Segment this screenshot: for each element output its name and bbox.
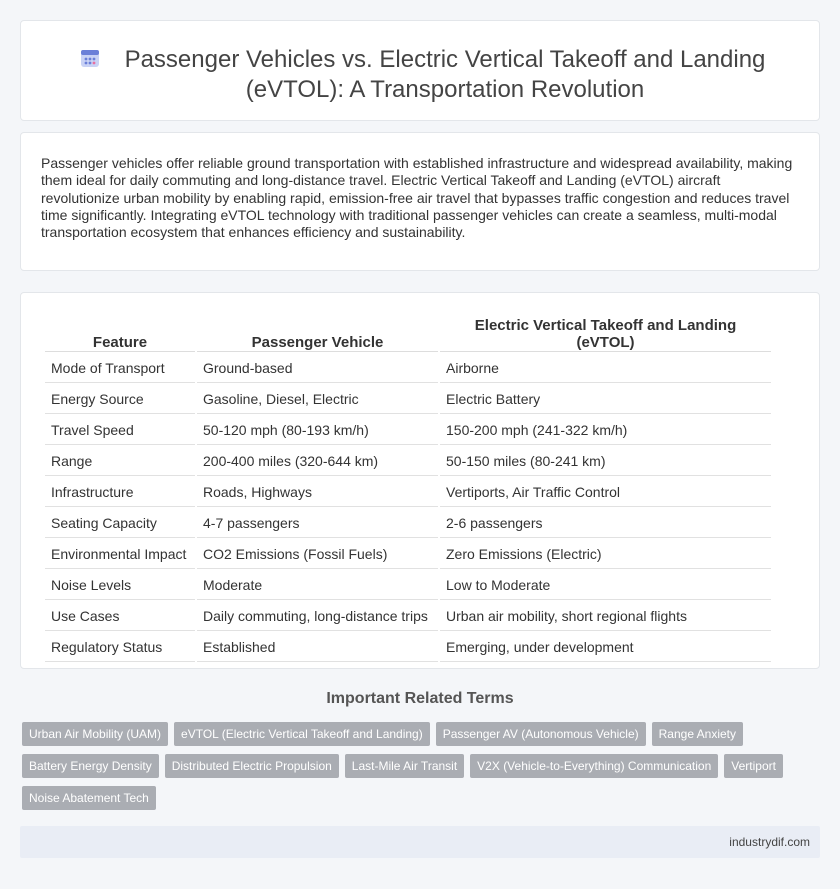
- column-header-evtol: Electric Vertical Takeoff and Landing (eVTOL): [440, 317, 771, 352]
- table-row: [45, 416, 771, 445]
- evtol-cell: Electric Battery: [440, 385, 771, 414]
- table-row: [45, 385, 771, 414]
- table-row: [45, 540, 771, 569]
- passenger-vehicle-cell: Established: [197, 633, 438, 662]
- related-term-tag[interactable]: eVTOL (Electric Vertical Takeoff and Landing): [174, 722, 430, 746]
- passenger-vehicle-cell: Moderate: [197, 571, 438, 600]
- related-term-tag[interactable]: Last-Mile Air Transit: [345, 754, 464, 778]
- table-row: [45, 509, 771, 538]
- page-title: Passenger Vehicles vs. Electric Vertical Takeoff and Landing (eVTOL): A Transportation Revolution: [124, 46, 766, 103]
- passenger-vehicle-cell: CO2 Emissions (Fossil Fuels): [197, 540, 438, 569]
- evtol-cell: Zero Emissions (Electric): [440, 540, 771, 569]
- feature-cell: Travel Speed: [45, 416, 195, 445]
- feature-cell: Noise Levels: [45, 571, 195, 600]
- feature-cell: Range: [45, 447, 195, 476]
- related-term-tag[interactable]: Noise Abatement Tech: [22, 786, 156, 810]
- related-term-tag[interactable]: Battery Energy Density: [22, 754, 159, 778]
- feature-cell: Energy Source: [45, 385, 195, 414]
- related-term-tag[interactable]: Range Anxiety: [652, 722, 743, 746]
- feature-cell: Use Cases: [45, 602, 195, 631]
- passenger-vehicle-cell: Roads, Highways: [197, 478, 438, 507]
- feature-cell: Infrastructure: [45, 478, 195, 507]
- passenger-vehicle-cell: 50-120 mph (80-193 km/h): [197, 416, 438, 445]
- column-header-feature: Feature: [45, 317, 195, 352]
- comparison-table: [43, 315, 773, 664]
- passenger-vehicle-cell: 4-7 passengers: [197, 509, 438, 538]
- evtol-cell: 50-150 miles (80-241 km): [440, 447, 771, 476]
- evtol-cell: Urban air mobility, short regional flights: [440, 602, 771, 631]
- related-term-tag[interactable]: Vertiport: [724, 754, 783, 778]
- intro-card: [20, 132, 820, 271]
- evtol-cell: Low to Moderate: [440, 571, 771, 600]
- feature-cell: Environmental Impact: [45, 540, 195, 569]
- related-terms-list: [22, 722, 812, 818]
- comparison-card: [20, 292, 820, 669]
- table-row: [45, 478, 771, 507]
- footer: [20, 826, 820, 858]
- table-row: [45, 354, 771, 383]
- evtol-cell: Vertiports, Air Traffic Control: [440, 478, 771, 507]
- table-row: [45, 447, 771, 476]
- evtol-cell: Emerging, under development: [440, 633, 771, 662]
- feature-cell: Seating Capacity: [45, 509, 195, 538]
- table-row: [45, 633, 771, 662]
- evtol-cell: Airborne: [440, 354, 771, 383]
- evtol-cell: 2-6 passengers: [440, 509, 771, 538]
- evtol-cell: 150-200 mph (241-322 km/h): [440, 416, 771, 445]
- table-row: [45, 571, 771, 600]
- table-header-row: [45, 317, 771, 352]
- related-term-tag[interactable]: V2X (Vehicle-to-Everything) Communication: [470, 754, 718, 778]
- table-row: [45, 602, 771, 631]
- related-term-tag[interactable]: Distributed Electric Propulsion: [165, 754, 339, 778]
- related-terms-heading: Important Related Terms: [326, 690, 514, 707]
- footer-site-link[interactable]: industrydif.com: [729, 835, 810, 849]
- column-header-passenger-vehicle: Passenger Vehicle: [197, 317, 438, 352]
- intro-paragraph: Passenger vehicles offer reliable ground transportation with established infrastructure and widespread availability, making them ideal for daily commuting and long-distance travel. Electric Vertical Takeoff and Landing (eVTOL) aircraft revolutionize urban mobility by enabling rapid, emission-free air travel that bypasses traffic congestion and reduces travel time significantly. Integrating eVTOL technology with traditional passenger vehicles can create a seamless, multi-modal transportation ecosystem that enhances efficiency and sustainability.: [41, 155, 793, 241]
- title-card: [20, 20, 820, 121]
- feature-cell: Mode of Transport: [45, 354, 195, 383]
- feature-cell: Regulatory Status: [45, 633, 195, 662]
- passenger-vehicle-cell: Daily commuting, long-distance trips: [197, 602, 438, 631]
- passenger-vehicle-cell: Gasoline, Diesel, Electric: [197, 385, 438, 414]
- passenger-vehicle-cell: 200-400 miles (320-644 km): [197, 447, 438, 476]
- related-term-tag[interactable]: Urban Air Mobility (UAM): [22, 722, 168, 746]
- related-term-tag[interactable]: Passenger AV (Autonomous Vehicle): [436, 722, 646, 746]
- passenger-vehicle-cell: Ground-based: [197, 354, 438, 383]
